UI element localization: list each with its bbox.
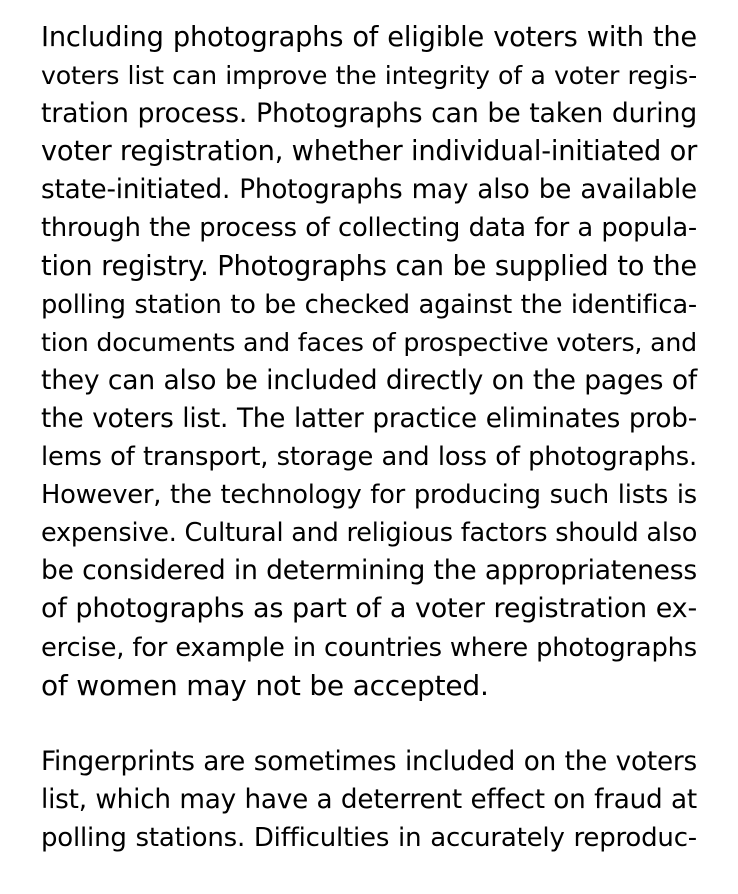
text-line: state-initiated. Photographs may also be available	[41, 175, 697, 206]
text-line: tion registry. Photographs can be supplied to the	[41, 250, 697, 282]
text-line: polling station to be checked against the identifica-	[41, 289, 697, 320]
text-line: of photographs as part of a voter registration ex-	[41, 593, 697, 625]
text-line: of women may not be accepted.	[41, 668, 489, 702]
text-line: they can also be included directly on the pages of	[41, 364, 697, 396]
text-line: be considered in determining the appropriateness	[41, 555, 697, 587]
text-line: list, which may have a deterrent effect on fraud at	[41, 784, 697, 815]
text-line: Fingerprints are sometimes included on the voters	[41, 746, 697, 777]
text-line: tion documents and faces of prospective voters, and	[41, 327, 697, 357]
document-body	[41, 19, 697, 857]
text-line: the voters list. The latter practice eliminates prob-	[41, 403, 697, 434]
text-line: polling stations. Difficulties in accurately reproduc-	[41, 822, 697, 853]
text-line: through the process of collecting data for a popula-	[41, 213, 697, 244]
text-line: tration process. Photographs can be taken during	[41, 98, 697, 130]
text-line: Including photographs of eligible voters with the	[41, 22, 697, 53]
text-line: ercise, for example in countries where photographs	[41, 632, 697, 663]
paragraph-photographs	[41, 19, 697, 705]
text-line: lems of transport, storage and loss of photographs.	[41, 442, 697, 473]
text-line: voters list can improve the integrity of a voter regis-	[41, 61, 697, 91]
text-line: However, the technology for producing such lists is	[41, 480, 697, 511]
text-line: expensive. Cultural and religious factors should also	[41, 518, 698, 549]
text-line: voter registration, whether individual-initiated or	[41, 136, 698, 168]
paragraph-fingerprints	[41, 743, 697, 857]
